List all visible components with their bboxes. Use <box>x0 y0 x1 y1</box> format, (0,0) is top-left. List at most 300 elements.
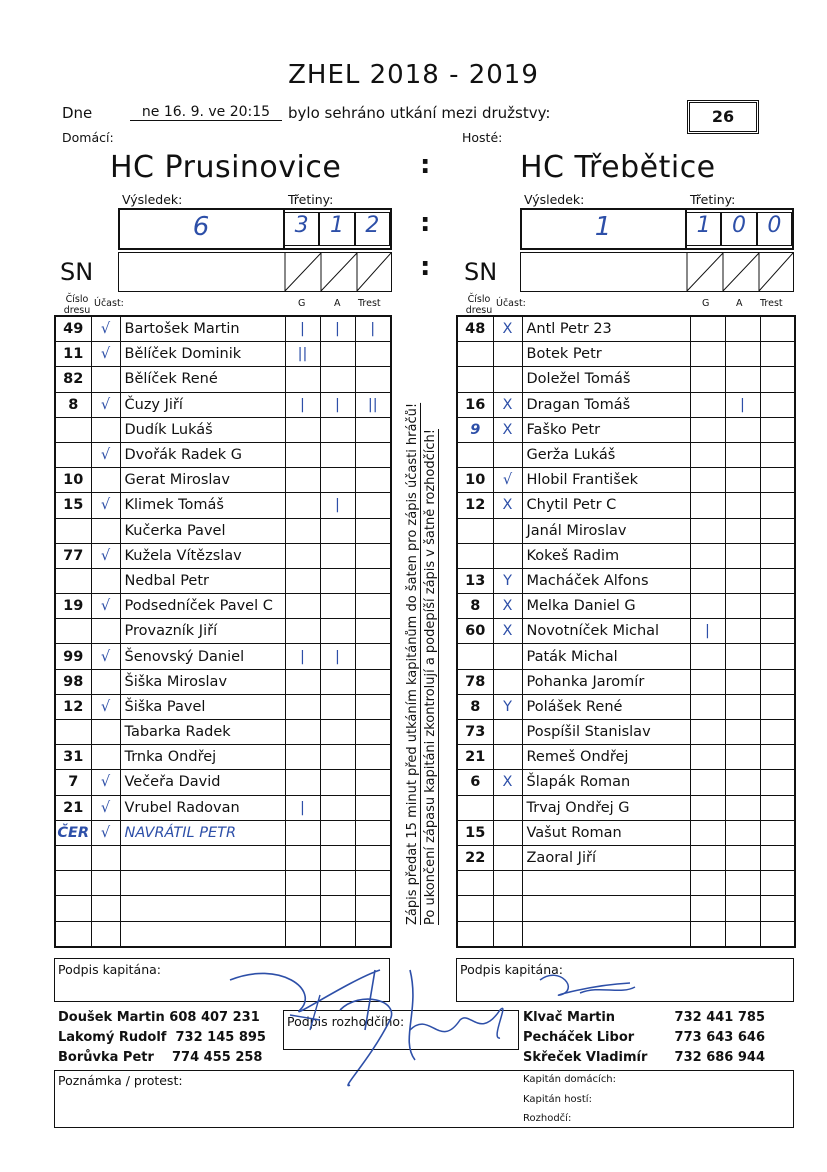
assists-cell[interactable] <box>320 820 355 845</box>
attendance-mark[interactable]: √ <box>91 770 120 795</box>
player-name[interactable]: Antl Petr 23 <box>522 316 690 342</box>
player-name[interactable]: NAVRÁTIL PETR <box>120 820 285 845</box>
penalty-cell[interactable] <box>760 896 795 921</box>
penalty-cell[interactable] <box>760 669 795 694</box>
player-number[interactable]: 98 <box>55 669 91 694</box>
assists-cell[interactable] <box>725 669 760 694</box>
penalty-cell[interactable] <box>355 820 391 845</box>
attendance-mark[interactable] <box>493 442 522 467</box>
assists-cell[interactable] <box>320 594 355 619</box>
player-name[interactable]: Čuzy Jiří <box>120 392 285 417</box>
attendance-mark[interactable]: √ <box>91 694 120 719</box>
penalty-cell[interactable] <box>760 594 795 619</box>
attendance-mark[interactable] <box>493 845 522 870</box>
penalty-cell[interactable] <box>760 518 795 543</box>
player-number[interactable]: 82 <box>55 367 91 392</box>
attendance-mark[interactable] <box>91 367 120 392</box>
player-number[interactable]: 6 <box>457 770 493 795</box>
goals-cell[interactable] <box>285 845 320 870</box>
goals-cell[interactable] <box>690 720 725 745</box>
goals-cell[interactable] <box>690 795 725 820</box>
goals-cell[interactable] <box>285 669 320 694</box>
goals-cell[interactable] <box>285 745 320 770</box>
attendance-mark[interactable] <box>91 669 120 694</box>
attendance-mark[interactable]: X <box>493 619 522 644</box>
attendance-mark[interactable]: X <box>493 770 522 795</box>
penalty-cell[interactable] <box>355 871 391 896</box>
attendance-mark[interactable] <box>493 871 522 896</box>
attendance-mark[interactable] <box>91 568 120 593</box>
goals-cell[interactable] <box>690 568 725 593</box>
player-number[interactable] <box>55 896 91 921</box>
player-name[interactable] <box>120 896 285 921</box>
penalty-cell[interactable] <box>355 694 391 719</box>
player-number[interactable] <box>457 543 493 568</box>
penalty-cell[interactable] <box>760 568 795 593</box>
player-name[interactable]: Večeřa David <box>120 770 285 795</box>
assists-cell[interactable] <box>320 871 355 896</box>
penalty-cell[interactable] <box>355 921 391 947</box>
away-score[interactable]: 1 <box>594 212 612 242</box>
goals-cell[interactable] <box>690 644 725 669</box>
player-name[interactable] <box>522 921 690 947</box>
player-number[interactable]: 8 <box>457 694 493 719</box>
goals-cell[interactable] <box>690 694 725 719</box>
goals-cell[interactable] <box>285 468 320 493</box>
player-name[interactable]: Vrubel Radovan <box>120 795 285 820</box>
player-name[interactable]: Gerža Lukáš <box>522 442 690 467</box>
player-number[interactable] <box>55 921 91 947</box>
player-name[interactable]: Bartošek Martin <box>120 316 285 342</box>
goals-cell[interactable] <box>690 392 725 417</box>
goals-cell[interactable] <box>690 543 725 568</box>
player-number[interactable]: 99 <box>55 644 91 669</box>
assists-cell[interactable] <box>320 568 355 593</box>
goals-cell[interactable] <box>690 442 725 467</box>
assists-cell[interactable]: | <box>320 316 355 342</box>
goals-cell[interactable]: | <box>690 619 725 644</box>
penalty-cell[interactable] <box>760 392 795 417</box>
assists-cell[interactable] <box>320 669 355 694</box>
assists-cell[interactable] <box>725 316 760 342</box>
player-number[interactable] <box>457 644 493 669</box>
goals-cell[interactable] <box>285 594 320 619</box>
penalty-cell[interactable] <box>355 644 391 669</box>
goals-cell[interactable] <box>690 493 725 518</box>
assists-cell[interactable] <box>320 518 355 543</box>
goals-cell[interactable] <box>285 568 320 593</box>
penalty-cell[interactable] <box>760 820 795 845</box>
assists-cell[interactable] <box>725 442 760 467</box>
player-name[interactable]: Macháček Alfons <box>522 568 690 593</box>
penalty-cell[interactable] <box>355 896 391 921</box>
goals-cell[interactable] <box>690 594 725 619</box>
assists-cell[interactable] <box>725 845 760 870</box>
assists-cell[interactable] <box>320 845 355 870</box>
goals-cell[interactable] <box>285 871 320 896</box>
attendance-mark[interactable]: √ <box>91 594 120 619</box>
player-name[interactable]: Šenovský Daniel <box>120 644 285 669</box>
goals-cell[interactable] <box>690 745 725 770</box>
attendance-mark[interactable]: √ <box>91 316 120 342</box>
penalty-cell[interactable] <box>355 770 391 795</box>
penalty-cell[interactable] <box>355 518 391 543</box>
penalty-cell[interactable] <box>355 493 391 518</box>
player-number[interactable] <box>457 518 493 543</box>
penalty-cell[interactable] <box>355 720 391 745</box>
goals-cell[interactable] <box>285 518 320 543</box>
assists-cell[interactable] <box>725 417 760 442</box>
penalty-cell[interactable] <box>355 367 391 392</box>
player-name[interactable]: Polášek René <box>522 694 690 719</box>
player-name[interactable]: Provazník Jiří <box>120 619 285 644</box>
goals-cell[interactable] <box>690 820 725 845</box>
penalty-cell[interactable] <box>760 795 795 820</box>
attendance-mark[interactable]: X <box>493 392 522 417</box>
home-score[interactable]: 6 <box>192 212 210 242</box>
attendance-mark[interactable] <box>493 669 522 694</box>
goals-cell[interactable] <box>285 543 320 568</box>
penalty-cell[interactable]: || <box>355 392 391 417</box>
attendance-mark[interactable] <box>493 795 522 820</box>
assists-cell[interactable] <box>725 795 760 820</box>
attendance-mark[interactable] <box>91 845 120 870</box>
player-number[interactable] <box>457 367 493 392</box>
goals-cell[interactable] <box>690 367 725 392</box>
player-name[interactable]: Podsedníček Pavel C <box>120 594 285 619</box>
player-number[interactable] <box>457 921 493 947</box>
goals-cell[interactable] <box>285 493 320 518</box>
penalty-cell[interactable] <box>355 442 391 467</box>
player-number[interactable] <box>457 795 493 820</box>
penalty-cell[interactable]: | <box>355 316 391 342</box>
player-number[interactable]: 10 <box>55 468 91 493</box>
penalty-cell[interactable] <box>355 619 391 644</box>
player-number[interactable]: 78 <box>457 669 493 694</box>
assists-cell[interactable] <box>320 619 355 644</box>
player-number[interactable] <box>457 871 493 896</box>
attendance-mark[interactable] <box>493 543 522 568</box>
attendance-mark[interactable] <box>493 896 522 921</box>
player-number[interactable]: 8 <box>457 594 493 619</box>
assists-cell[interactable] <box>320 720 355 745</box>
penalty-cell[interactable] <box>760 694 795 719</box>
assists-cell[interactable] <box>725 367 760 392</box>
player-name[interactable]: Pospíšil Stanislav <box>522 720 690 745</box>
goals-cell[interactable] <box>690 871 725 896</box>
attendance-mark[interactable]: √ <box>91 493 120 518</box>
goals-cell[interactable] <box>690 669 725 694</box>
penalty-cell[interactable] <box>760 493 795 518</box>
penalty-cell[interactable] <box>355 745 391 770</box>
player-name[interactable]: Kužela Vítězslav <box>120 543 285 568</box>
assists-cell[interactable] <box>320 770 355 795</box>
player-name[interactable]: Dudík Lukáš <box>120 417 285 442</box>
player-number[interactable] <box>457 442 493 467</box>
goals-cell[interactable] <box>285 694 320 719</box>
attendance-mark[interactable]: √ <box>493 468 522 493</box>
player-name[interactable]: Pohanka Jaromír <box>522 669 690 694</box>
attendance-mark[interactable] <box>91 518 120 543</box>
attendance-mark[interactable] <box>493 921 522 947</box>
assists-cell[interactable] <box>320 921 355 947</box>
player-number[interactable] <box>55 518 91 543</box>
penalty-cell[interactable] <box>760 367 795 392</box>
match-number[interactable]: 26 <box>687 100 759 134</box>
attendance-mark[interactable]: √ <box>91 442 120 467</box>
penalty-cell[interactable] <box>355 795 391 820</box>
player-number[interactable] <box>457 896 493 921</box>
player-name[interactable]: Vašut Roman <box>522 820 690 845</box>
attendance-mark[interactable]: √ <box>91 342 120 367</box>
player-name[interactable] <box>120 921 285 947</box>
assists-cell[interactable] <box>725 896 760 921</box>
assists-cell[interactable]: | <box>320 644 355 669</box>
player-number[interactable]: 19 <box>55 594 91 619</box>
assists-cell[interactable] <box>725 644 760 669</box>
player-name[interactable] <box>522 896 690 921</box>
player-name[interactable]: Faško Petr <box>522 417 690 442</box>
assists-cell[interactable] <box>320 795 355 820</box>
penalty-cell[interactable] <box>760 745 795 770</box>
attendance-mark[interactable]: √ <box>91 820 120 845</box>
assists-cell[interactable] <box>725 619 760 644</box>
player-number[interactable]: 15 <box>55 493 91 518</box>
player-name[interactable] <box>120 871 285 896</box>
assists-cell[interactable] <box>725 770 760 795</box>
player-number[interactable]: 16 <box>457 392 493 417</box>
goals-cell[interactable] <box>690 417 725 442</box>
attendance-mark[interactable] <box>493 820 522 845</box>
player-name[interactable]: Nedbal Petr <box>120 568 285 593</box>
assists-cell[interactable] <box>725 342 760 367</box>
player-number[interactable]: 12 <box>55 694 91 719</box>
assists-cell[interactable] <box>725 594 760 619</box>
player-number[interactable] <box>55 845 91 870</box>
penalty-cell[interactable] <box>355 568 391 593</box>
assists-cell[interactable] <box>320 694 355 719</box>
attendance-mark[interactable] <box>493 644 522 669</box>
player-name[interactable]: Novotníček Michal <box>522 619 690 644</box>
player-name[interactable]: Dragan Tomáš <box>522 392 690 417</box>
player-name[interactable]: Šlapák Roman <box>522 770 690 795</box>
penalty-cell[interactable] <box>355 594 391 619</box>
attendance-mark[interactable] <box>493 367 522 392</box>
goals-cell[interactable] <box>690 845 725 870</box>
player-name[interactable] <box>522 871 690 896</box>
player-number[interactable]: 12 <box>457 493 493 518</box>
penalty-cell[interactable] <box>355 543 391 568</box>
player-number[interactable]: 9 <box>457 417 493 442</box>
player-name[interactable]: Bělíček Dominik <box>120 342 285 367</box>
goals-cell[interactable]: | <box>285 392 320 417</box>
attendance-mark[interactable] <box>91 871 120 896</box>
player-number[interactable] <box>55 568 91 593</box>
player-number[interactable]: 31 <box>55 745 91 770</box>
goals-cell[interactable] <box>690 921 725 947</box>
attendance-mark[interactable]: √ <box>91 543 120 568</box>
player-name[interactable]: Tabarka Radek <box>120 720 285 745</box>
attendance-mark[interactable]: √ <box>91 644 120 669</box>
player-number[interactable]: 10 <box>457 468 493 493</box>
player-name[interactable]: Trvaj Ondřej G <box>522 795 690 820</box>
penalty-cell[interactable] <box>760 644 795 669</box>
player-name[interactable]: Janál Miroslav <box>522 518 690 543</box>
goals-cell[interactable] <box>285 367 320 392</box>
attendance-mark[interactable] <box>91 417 120 442</box>
player-number[interactable] <box>55 417 91 442</box>
goals-cell[interactable] <box>690 518 725 543</box>
player-number[interactable] <box>55 720 91 745</box>
penalty-cell[interactable] <box>760 316 795 342</box>
attendance-mark[interactable]: Y <box>493 568 522 593</box>
player-number[interactable]: 77 <box>55 543 91 568</box>
player-number[interactable] <box>457 342 493 367</box>
penalty-cell[interactable] <box>760 342 795 367</box>
player-name[interactable]: Klimek Tomáš <box>120 493 285 518</box>
goals-cell[interactable] <box>285 820 320 845</box>
assists-cell[interactable] <box>725 720 760 745</box>
goals-cell[interactable] <box>690 896 725 921</box>
penalty-cell[interactable] <box>760 442 795 467</box>
attendance-mark[interactable] <box>493 745 522 770</box>
penalty-cell[interactable] <box>355 342 391 367</box>
player-number[interactable]: 21 <box>457 745 493 770</box>
assists-cell[interactable]: | <box>320 493 355 518</box>
attendance-mark[interactable]: Y <box>493 694 522 719</box>
player-number[interactable]: 22 <box>457 845 493 870</box>
player-number[interactable]: ČER <box>55 820 91 845</box>
player-number[interactable] <box>55 442 91 467</box>
attendance-mark[interactable] <box>493 720 522 745</box>
attendance-mark[interactable] <box>91 468 120 493</box>
goals-cell[interactable] <box>690 316 725 342</box>
goals-cell[interactable] <box>285 417 320 442</box>
assists-cell[interactable] <box>725 921 760 947</box>
assists-cell[interactable] <box>725 493 760 518</box>
attendance-mark[interactable]: √ <box>91 392 120 417</box>
goals-cell[interactable] <box>285 442 320 467</box>
goals-cell[interactable] <box>285 770 320 795</box>
penalty-cell[interactable] <box>355 845 391 870</box>
player-name[interactable]: Botek Petr <box>522 342 690 367</box>
assists-cell[interactable] <box>320 342 355 367</box>
player-number[interactable]: 8 <box>55 392 91 417</box>
player-number[interactable]: 48 <box>457 316 493 342</box>
attendance-mark[interactable] <box>493 342 522 367</box>
assists-cell[interactable] <box>320 442 355 467</box>
assists-cell[interactable] <box>725 543 760 568</box>
away-sn-box[interactable] <box>520 252 794 292</box>
player-number[interactable]: 13 <box>457 568 493 593</box>
player-name[interactable]: Gerat Miroslav <box>120 468 285 493</box>
assists-cell[interactable] <box>725 820 760 845</box>
player-number[interactable]: 21 <box>55 795 91 820</box>
penalty-cell[interactable] <box>760 720 795 745</box>
player-name[interactable]: Šiška Miroslav <box>120 669 285 694</box>
player-name[interactable]: Trnka Ondřej <box>120 745 285 770</box>
assists-cell[interactable] <box>725 468 760 493</box>
attendance-mark[interactable]: X <box>493 594 522 619</box>
goals-cell[interactable]: | <box>285 795 320 820</box>
goals-cell[interactable]: || <box>285 342 320 367</box>
player-number[interactable]: 15 <box>457 820 493 845</box>
penalty-cell[interactable] <box>760 770 795 795</box>
penalty-cell[interactable] <box>760 468 795 493</box>
player-name[interactable]: Doležel Tomáš <box>522 367 690 392</box>
player-name[interactable]: Zaoral Jiří <box>522 845 690 870</box>
goals-cell[interactable] <box>285 619 320 644</box>
player-number[interactable] <box>55 871 91 896</box>
date-field[interactable]: ne 16. 9. ve 20:15 <box>130 104 282 121</box>
player-number[interactable]: 60 <box>457 619 493 644</box>
attendance-mark[interactable]: X <box>493 417 522 442</box>
assists-cell[interactable] <box>725 518 760 543</box>
assists-cell[interactable] <box>320 468 355 493</box>
attendance-mark[interactable]: √ <box>91 795 120 820</box>
player-name[interactable]: Dvořák Radek G <box>120 442 285 467</box>
attendance-mark[interactable] <box>91 619 120 644</box>
notes-box[interactable] <box>54 1070 794 1128</box>
attendance-mark[interactable] <box>91 921 120 947</box>
penalty-cell[interactable] <box>760 543 795 568</box>
player-name[interactable]: Bělíček René <box>120 367 285 392</box>
player-name[interactable]: Chytil Petr C <box>522 493 690 518</box>
assists-cell[interactable] <box>320 745 355 770</box>
player-name[interactable]: Šiška Pavel <box>120 694 285 719</box>
assists-cell[interactable] <box>725 871 760 896</box>
goals-cell[interactable] <box>690 342 725 367</box>
penalty-cell[interactable] <box>355 669 391 694</box>
goals-cell[interactable]: | <box>285 644 320 669</box>
attendance-mark[interactable]: X <box>493 493 522 518</box>
assists-cell[interactable]: | <box>725 392 760 417</box>
player-number[interactable]: 49 <box>55 316 91 342</box>
goals-cell[interactable] <box>285 720 320 745</box>
assists-cell[interactable] <box>725 568 760 593</box>
penalty-cell[interactable] <box>760 845 795 870</box>
assists-cell[interactable] <box>320 417 355 442</box>
assists-cell[interactable]: | <box>320 392 355 417</box>
penalty-cell[interactable] <box>760 921 795 947</box>
player-name[interactable]: Kučerka Pavel <box>120 518 285 543</box>
penalty-cell[interactable] <box>355 468 391 493</box>
penalty-cell[interactable] <box>760 871 795 896</box>
goals-cell[interactable] <box>285 896 320 921</box>
player-number[interactable]: 73 <box>457 720 493 745</box>
player-name[interactable]: Paták Michal <box>522 644 690 669</box>
goals-cell[interactable] <box>285 921 320 947</box>
player-number[interactable]: 11 <box>55 342 91 367</box>
attendance-mark[interactable]: X <box>493 316 522 342</box>
assists-cell[interactable] <box>320 896 355 921</box>
assists-cell[interactable] <box>725 694 760 719</box>
attendance-mark[interactable] <box>91 745 120 770</box>
assists-cell[interactable] <box>725 745 760 770</box>
player-name[interactable]: Remeš Ondřej <box>522 745 690 770</box>
goals-cell[interactable] <box>690 770 725 795</box>
penalty-cell[interactable] <box>760 417 795 442</box>
home-sn-box[interactable] <box>118 252 392 292</box>
assists-cell[interactable] <box>320 367 355 392</box>
player-name[interactable]: Kokeš Radim <box>522 543 690 568</box>
player-name[interactable] <box>120 845 285 870</box>
player-number[interactable] <box>55 619 91 644</box>
penalty-cell[interactable] <box>355 417 391 442</box>
assists-cell[interactable] <box>320 543 355 568</box>
penalty-cell[interactable] <box>760 619 795 644</box>
attendance-mark[interactable] <box>493 518 522 543</box>
